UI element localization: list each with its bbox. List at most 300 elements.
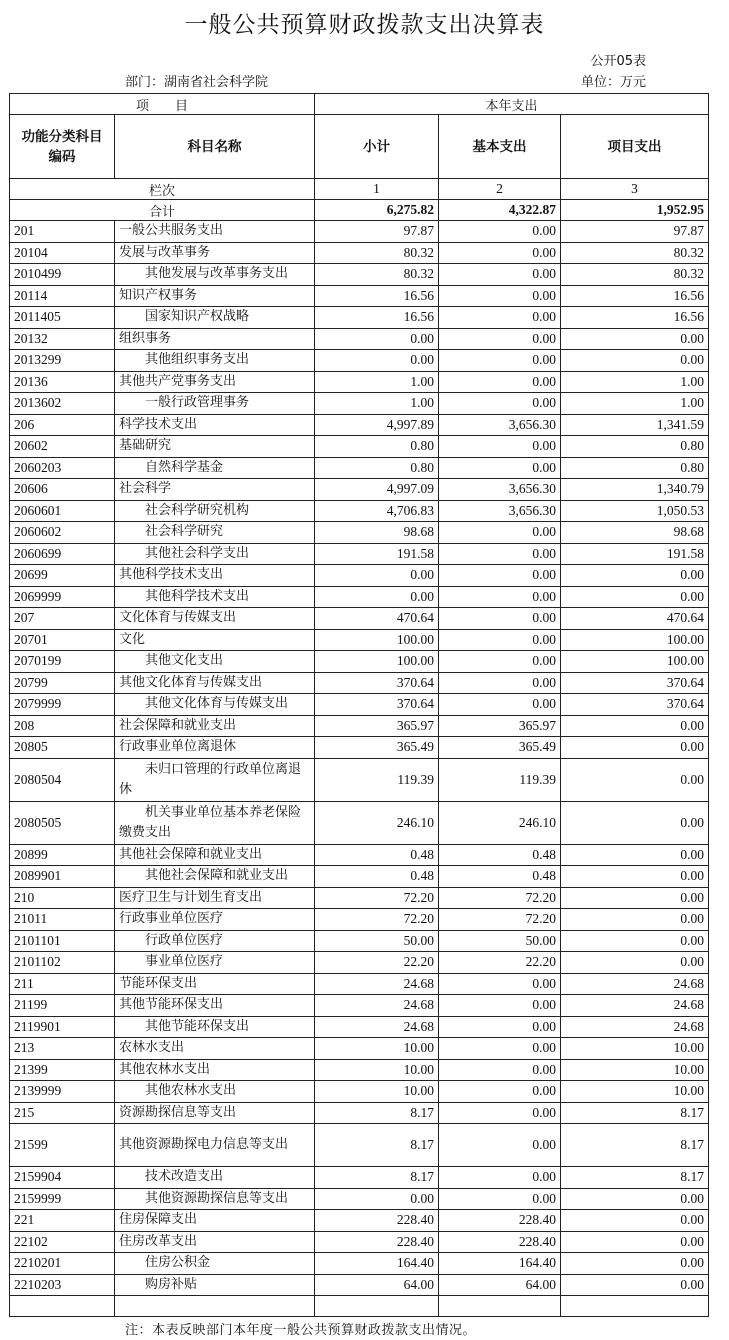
row-name <box>115 543 315 565</box>
row-subtotal: 0.48 <box>315 844 439 866</box>
row-basic: 0.00 <box>439 543 561 565</box>
row-code: 2060699 <box>10 543 115 565</box>
row-subtotal: 228.40 <box>315 1231 439 1253</box>
row-name-text: 购房补贴 <box>145 1276 198 1292</box>
row-name <box>115 1231 315 1253</box>
row-basic: 0.00 <box>439 629 561 651</box>
row-project: 1,050.53 <box>561 500 709 522</box>
row-subtotal: 24.68 <box>315 973 439 995</box>
row-subtotal: 1.00 <box>315 393 439 415</box>
row-name-text: 社会科学 <box>119 481 172 497</box>
table-row <box>10 1231 709 1253</box>
row-name-text: 其他文化体育与传媒支出 <box>145 696 289 712</box>
row-subtotal: 72.20 <box>315 909 439 931</box>
row-project: 0.00 <box>561 952 709 974</box>
row-code: 2060203 <box>10 457 115 479</box>
row-code: 21599 <box>10 1124 115 1167</box>
row-name-text: 资源勘探信息等支出 <box>119 1104 237 1120</box>
row-code: 211 <box>10 973 115 995</box>
header-item-group: 项 目 <box>10 94 315 115</box>
table-row <box>10 479 709 501</box>
row-subtotal: 22.20 <box>315 952 439 974</box>
row-name-text: 文化体育与传媒支出 <box>119 610 237 626</box>
table-row <box>10 1167 709 1189</box>
row-name-text: 其他共产党事务支出 <box>119 373 237 389</box>
row-name <box>115 952 315 974</box>
row-subtotal: 365.49 <box>315 737 439 759</box>
row-basic: 0.00 <box>439 1188 561 1210</box>
row-subtotal: 0.00 <box>315 328 439 350</box>
row-project: 10.00 <box>561 1038 709 1060</box>
row-project: 1.00 <box>561 393 709 415</box>
row-code: 20805 <box>10 737 115 759</box>
row-name <box>115 586 315 608</box>
row-name <box>115 737 315 759</box>
page-title: 一般公共预算财政拨款支出决算表 <box>184 12 545 38</box>
row-name-text: 医疗卫生与计划生育支出 <box>119 889 263 905</box>
row-project: 80.32 <box>561 264 709 286</box>
row-subtotal: 64.00 <box>315 1274 439 1296</box>
expenditure-table <box>9 93 709 1317</box>
row-subtotal: 98.68 <box>315 522 439 544</box>
header-subtotal: 小计 <box>315 115 439 179</box>
row-project: 0.00 <box>561 909 709 931</box>
row-name-text: 科学技术支出 <box>119 416 198 432</box>
row-subtotal: 0.00 <box>315 586 439 608</box>
table-row <box>10 737 709 759</box>
row-code: 2013602 <box>10 393 115 415</box>
table-row <box>10 350 709 372</box>
total-subtotal: 6,275.82 <box>315 200 439 221</box>
row-code: 215 <box>10 1102 115 1124</box>
row-subtotal: 164.40 <box>315 1253 439 1275</box>
table-row <box>10 1038 709 1060</box>
row-code: 20899 <box>10 844 115 866</box>
row-name <box>115 307 315 329</box>
row-code: 2060601 <box>10 500 115 522</box>
row-subtotal: 0.48 <box>315 866 439 888</box>
table-row <box>10 457 709 479</box>
row-basic: 0.00 <box>439 285 561 307</box>
row-project: 8.17 <box>561 1124 709 1167</box>
row-basic: 365.49 <box>439 737 561 759</box>
table-row <box>10 866 709 888</box>
row-basic: 3,656.30 <box>439 500 561 522</box>
row-name-text: 其他社会保障和就业支出 <box>145 868 289 884</box>
row-name-text: 社会科学研究 <box>145 524 224 540</box>
row-project: 370.64 <box>561 672 709 694</box>
table-row <box>10 715 709 737</box>
row-project: 98.68 <box>561 522 709 544</box>
empty-cell <box>115 1296 315 1317</box>
row-code: 20701 <box>10 629 115 651</box>
row-basic: 0.00 <box>439 436 561 458</box>
row-basic: 72.20 <box>439 887 561 909</box>
row-code: 201 <box>10 221 115 243</box>
row-name-text: 其他社会保障和就业支出 <box>119 846 263 862</box>
table-row <box>10 586 709 608</box>
row-basic: 0.00 <box>439 522 561 544</box>
row-basic: 22.20 <box>439 952 561 974</box>
row-code: 22102 <box>10 1231 115 1253</box>
table-row <box>10 371 709 393</box>
row-code: 21011 <box>10 909 115 931</box>
row-basic: 0.48 <box>439 866 561 888</box>
row-name <box>115 1038 315 1060</box>
row-name <box>115 221 315 243</box>
row-subtotal: 470.64 <box>315 608 439 630</box>
table-row <box>10 393 709 415</box>
row-name <box>115 715 315 737</box>
row-subtotal: 0.80 <box>315 457 439 479</box>
row-name-text: 其他节能环保支出 <box>145 1018 250 1034</box>
table-row <box>10 414 709 436</box>
row-basic: 0.00 <box>439 328 561 350</box>
row-name-text: 其他农林水支出 <box>119 1061 211 1077</box>
row-basic: 0.00 <box>439 1081 561 1103</box>
row-code: 2080505 <box>10 801 115 844</box>
row-name <box>115 608 315 630</box>
row-basic: 0.00 <box>439 995 561 1017</box>
row-name-text: 社会保障和就业支出 <box>119 717 237 733</box>
row-name <box>115 1274 315 1296</box>
row-name <box>115 672 315 694</box>
row-name <box>115 909 315 931</box>
row-code: 2079999 <box>10 694 115 716</box>
row-name <box>115 436 315 458</box>
row-subtotal: 10.00 <box>315 1081 439 1103</box>
row-code: 2013299 <box>10 350 115 372</box>
row-name <box>115 1059 315 1081</box>
row-basic: 365.97 <box>439 715 561 737</box>
row-code: 2139999 <box>10 1081 115 1103</box>
row-name-text: 社会科学研究机构 <box>145 502 250 518</box>
row-subtotal: 0.00 <box>315 350 439 372</box>
row-subtotal: 228.40 <box>315 1210 439 1232</box>
table-row <box>10 1253 709 1275</box>
row-basic: 0.00 <box>439 1016 561 1038</box>
row-name <box>115 285 315 307</box>
row-name-text: 住房保障支出 <box>119 1212 198 1228</box>
row-name-text: 节能环保支出 <box>119 975 198 991</box>
row-project: 16.56 <box>561 307 709 329</box>
row-name-text: 其他资源勘探信息等支出 <box>145 1190 289 1206</box>
row-subtotal: 50.00 <box>315 930 439 952</box>
row-subtotal: 4,997.09 <box>315 479 439 501</box>
row-project: 1,341.59 <box>561 414 709 436</box>
column-index-label: 栏次 <box>10 179 315 200</box>
row-name-text: 农林水支出 <box>119 1040 185 1056</box>
row-name <box>115 1210 315 1232</box>
row-basic: 0.00 <box>439 1124 561 1167</box>
table-row <box>10 909 709 931</box>
row-basic: 0.00 <box>439 1167 561 1189</box>
table-row <box>10 522 709 544</box>
row-code: 20799 <box>10 672 115 694</box>
table-row <box>10 565 709 587</box>
row-code: 2080504 <box>10 758 115 801</box>
row-project: 0.00 <box>561 565 709 587</box>
row-name-text: 行政事业单位医疗 <box>119 911 224 927</box>
row-name-text: 其他社会科学支出 <box>145 545 250 561</box>
row-name-text: 一般行政管理事务 <box>145 395 250 411</box>
table-row <box>10 1124 709 1167</box>
row-basic: 0.00 <box>439 457 561 479</box>
row-code: 2101102 <box>10 952 115 974</box>
row-code: 2010499 <box>10 264 115 286</box>
row-code: 21399 <box>10 1059 115 1081</box>
row-code: 20606 <box>10 479 115 501</box>
header-project: 项目支出 <box>561 115 709 179</box>
row-name <box>115 565 315 587</box>
row-name <box>115 973 315 995</box>
table-row <box>10 930 709 952</box>
row-code: 2060602 <box>10 522 115 544</box>
table-row <box>10 672 709 694</box>
row-name-text: 其他组织事务支出 <box>145 352 250 368</box>
row-subtotal: 119.39 <box>315 758 439 801</box>
row-project: 0.00 <box>561 930 709 952</box>
row-name-text: 发展与改革事务 <box>119 244 211 260</box>
row-name-text: 其他科学技术支出 <box>119 567 224 583</box>
empty-cell <box>561 1296 709 1317</box>
row-name-text: 文化 <box>119 631 146 647</box>
row-name <box>115 1167 315 1189</box>
table-row <box>10 1081 709 1103</box>
row-name-text: 行政事业单位离退休 <box>119 739 237 755</box>
row-basic: 164.40 <box>439 1253 561 1275</box>
column-index-3: 3 <box>561 179 709 200</box>
empty-cell <box>439 1296 561 1317</box>
row-subtotal: 16.56 <box>315 285 439 307</box>
row-code: 2210203 <box>10 1274 115 1296</box>
row-basic: 72.20 <box>439 909 561 931</box>
row-project: 0.00 <box>561 1210 709 1232</box>
row-basic: 50.00 <box>439 930 561 952</box>
row-project: 0.00 <box>561 350 709 372</box>
table-row <box>10 629 709 651</box>
row-name-text: 其他发展与改革事务支出 <box>145 266 289 282</box>
row-name-text: 其他农林水支出 <box>145 1083 237 1099</box>
row-code: 20132 <box>10 328 115 350</box>
row-basic: 0.00 <box>439 371 561 393</box>
row-name <box>115 930 315 952</box>
row-name <box>115 522 315 544</box>
row-project: 10.00 <box>561 1081 709 1103</box>
header-name: 科目名称 <box>115 115 315 179</box>
row-name <box>115 1081 315 1103</box>
row-project: 100.00 <box>561 629 709 651</box>
row-basic: 0.00 <box>439 608 561 630</box>
table-row <box>10 1102 709 1124</box>
row-name <box>115 887 315 909</box>
column-index-1: 1 <box>315 179 439 200</box>
row-subtotal: 8.17 <box>315 1167 439 1189</box>
row-name <box>115 242 315 264</box>
row-project: 97.87 <box>561 221 709 243</box>
row-project: 1,340.79 <box>561 479 709 501</box>
row-basic: 0.00 <box>439 393 561 415</box>
row-name <box>115 414 315 436</box>
row-subtotal: 1.00 <box>315 371 439 393</box>
row-subtotal: 8.17 <box>315 1102 439 1124</box>
row-project: 0.00 <box>561 1274 709 1296</box>
row-subtotal: 246.10 <box>315 801 439 844</box>
row-project: 10.00 <box>561 1059 709 1081</box>
row-name-text: 知识产权事务 <box>119 287 198 303</box>
row-project: 0.00 <box>561 586 709 608</box>
header-current-year-group: 本年支出 <box>315 94 709 115</box>
row-name <box>115 629 315 651</box>
row-code: 2011405 <box>10 307 115 329</box>
row-name <box>115 801 315 844</box>
row-name <box>115 1016 315 1038</box>
row-name <box>115 1124 315 1167</box>
row-project: 0.00 <box>561 1188 709 1210</box>
row-basic: 0.00 <box>439 586 561 608</box>
row-code: 208 <box>10 715 115 737</box>
row-name-text: 国家知识产权战略 <box>145 309 250 325</box>
row-basic: 0.00 <box>439 565 561 587</box>
table-row <box>10 651 709 673</box>
empty-row <box>10 1296 709 1317</box>
table-row <box>10 242 709 264</box>
row-name-text: 技术改造支出 <box>145 1169 224 1185</box>
row-project: 0.00 <box>561 715 709 737</box>
table-row <box>10 758 709 801</box>
row-subtotal: 370.64 <box>315 672 439 694</box>
row-project: 370.64 <box>561 694 709 716</box>
row-project: 8.17 <box>561 1102 709 1124</box>
table-row <box>10 1016 709 1038</box>
table-row <box>10 952 709 974</box>
row-basic: 119.39 <box>439 758 561 801</box>
row-name <box>115 1253 315 1275</box>
row-subtotal: 72.20 <box>315 887 439 909</box>
row-subtotal: 24.68 <box>315 995 439 1017</box>
row-basic: 64.00 <box>439 1274 561 1296</box>
row-name-text: 事业单位医疗 <box>145 954 224 970</box>
row-project: 0.00 <box>561 844 709 866</box>
row-basic: 246.10 <box>439 801 561 844</box>
row-basic: 0.00 <box>439 672 561 694</box>
row-basic: 0.00 <box>439 221 561 243</box>
row-subtotal: 370.64 <box>315 694 439 716</box>
row-basic: 228.40 <box>439 1231 561 1253</box>
row-name-text: 其他资源勘探电力信息等支出 <box>119 1137 289 1152</box>
row-project: 0.00 <box>561 801 709 844</box>
row-code: 2119901 <box>10 1016 115 1038</box>
row-code: 213 <box>10 1038 115 1060</box>
row-code: 206 <box>10 414 115 436</box>
total-basic: 4,322.87 <box>439 200 561 221</box>
row-subtotal: 0.00 <box>315 565 439 587</box>
row-name-text: 组织事务 <box>119 330 172 346</box>
row-project: 80.32 <box>561 242 709 264</box>
row-subtotal: 97.87 <box>315 221 439 243</box>
table-row <box>10 500 709 522</box>
table-row <box>10 543 709 565</box>
row-subtotal: 0.00 <box>315 1188 439 1210</box>
row-project: 0.00 <box>561 737 709 759</box>
row-project: 24.68 <box>561 1016 709 1038</box>
form-number: 公开05表 <box>590 54 646 69</box>
row-code: 2159999 <box>10 1188 115 1210</box>
table-row <box>10 1188 709 1210</box>
row-code: 221 <box>10 1210 115 1232</box>
row-name-text: 其他科学技术支出 <box>145 588 250 604</box>
row-code: 20602 <box>10 436 115 458</box>
row-code: 20136 <box>10 371 115 393</box>
row-name-text: 其他文化支出 <box>145 653 224 669</box>
row-code: 2089901 <box>10 866 115 888</box>
row-project: 24.68 <box>561 973 709 995</box>
table-row <box>10 1274 709 1296</box>
footnote: 注：本表反映部门本年度一般公共预算财政拨款支出情况。 <box>125 1323 477 1338</box>
table-row <box>10 1210 709 1232</box>
row-subtotal: 4,997.89 <box>315 414 439 436</box>
row-name-text: 住房公积金 <box>145 1255 211 1271</box>
table-row <box>10 844 709 866</box>
table-row <box>10 973 709 995</box>
row-basic: 0.00 <box>439 1102 561 1124</box>
row-name-text: 自然科学基金 <box>145 459 224 475</box>
row-subtotal: 100.00 <box>315 651 439 673</box>
row-basic: 0.00 <box>439 694 561 716</box>
row-subtotal: 4,706.83 <box>315 500 439 522</box>
row-name <box>115 264 315 286</box>
row-project: 0.00 <box>561 866 709 888</box>
row-basic: 0.00 <box>439 307 561 329</box>
row-subtotal: 10.00 <box>315 1038 439 1060</box>
header-code: 功能分类科目编码 <box>10 115 115 179</box>
empty-cell <box>315 1296 439 1317</box>
row-name <box>115 1102 315 1124</box>
row-basic: 0.00 <box>439 651 561 673</box>
row-name <box>115 500 315 522</box>
row-code: 2210201 <box>10 1253 115 1275</box>
row-subtotal: 80.32 <box>315 242 439 264</box>
table-row <box>10 1059 709 1081</box>
row-basic: 228.40 <box>439 1210 561 1232</box>
row-code: 20699 <box>10 565 115 587</box>
table-row <box>10 887 709 909</box>
row-code: 20114 <box>10 285 115 307</box>
row-subtotal: 80.32 <box>315 264 439 286</box>
row-project: 470.64 <box>561 608 709 630</box>
row-project: 191.58 <box>561 543 709 565</box>
table-row <box>10 801 709 844</box>
table-row <box>10 221 709 243</box>
row-basic: 3,656.30 <box>439 414 561 436</box>
row-basic: 0.00 <box>439 1038 561 1060</box>
row-basic: 0.00 <box>439 242 561 264</box>
row-name <box>115 457 315 479</box>
unit-label: 单位：万元 <box>580 75 646 90</box>
row-code: 210 <box>10 887 115 909</box>
row-project: 16.56 <box>561 285 709 307</box>
total-label: 合计 <box>10 200 315 221</box>
row-name <box>115 479 315 501</box>
row-project: 0.00 <box>561 1231 709 1253</box>
table-row <box>10 285 709 307</box>
row-subtotal: 191.58 <box>315 543 439 565</box>
row-code: 20104 <box>10 242 115 264</box>
row-basic: 0.00 <box>439 973 561 995</box>
row-basic: 0.00 <box>439 264 561 286</box>
row-name <box>115 371 315 393</box>
row-name <box>115 328 315 350</box>
